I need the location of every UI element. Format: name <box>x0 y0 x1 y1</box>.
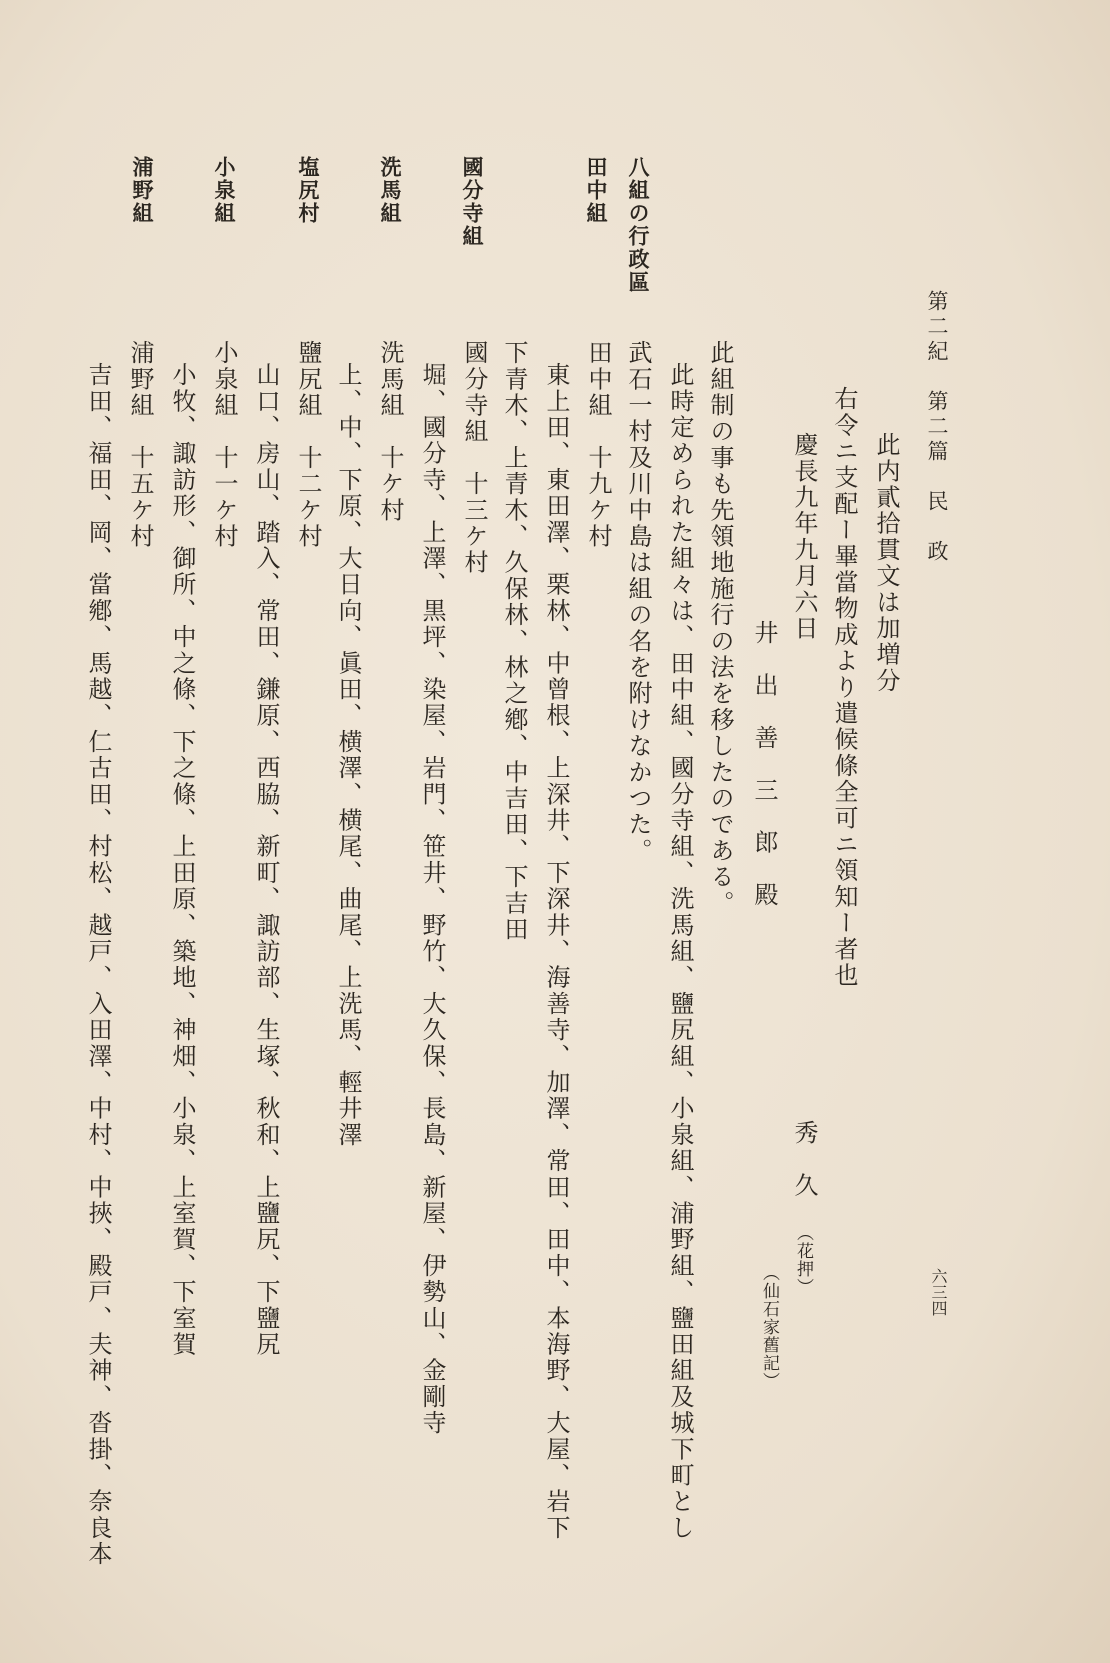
group-title: 國分寺組 十三ケ村 <box>460 340 488 576</box>
paragraph-line: 武石一村及川中島は組の名を附けなかつた。 <box>624 340 652 864</box>
group-title: 鹽尻組 十二ケ村 <box>294 340 322 550</box>
sidenote: 洗馬組 <box>378 156 403 225</box>
village-list: 小牧、諏訪形、御所、中之條、下之條、上田原、築地、神畑、小泉、上室賀、下室賀 <box>168 362 196 1358</box>
sidenote: 浦野組 <box>130 156 155 225</box>
village-list: 上、中、下原、大日向、眞田、横澤、横尾、曲尾、上洗馬、輕井澤 <box>334 362 362 1148</box>
quote-line: 此内貳拾貫文は加増分 <box>872 432 900 694</box>
paragraph-line: 此時定められた組々は、田中組、國分寺組、洗馬組、鹽尻組、小泉組、浦野組、鹽田組及城下町とし <box>666 362 694 1541</box>
village-list: 下青木、上青木、久保林、林之鄕、中吉田、下吉田 <box>500 340 528 943</box>
sidenote: 八組の行政區 <box>626 156 651 294</box>
sidenote: 田中組 <box>584 156 609 225</box>
paragraph-line: 此組制の事も先領地施行の法を移したのである。 <box>706 340 734 917</box>
running-title: 第二紀 第二篇 民 政 <box>925 290 949 565</box>
sidenote: 小泉組 <box>212 156 237 225</box>
group-title: 浦野組 十五ケ村 <box>126 340 154 550</box>
sidenote: 國分寺組 <box>460 156 485 248</box>
group-title: 田中組 十九ケ村 <box>584 340 612 550</box>
village-list: 吉田、福田、岡、當鄕、馬越、仁古田、村松、越戸、入田澤、中村、中挾、殿戸、夫神、沓掛、奈良本 <box>84 362 112 1568</box>
quote-line: 右令ニ支配ー畢當物成より遣候條全可ニ領知ー者也 <box>830 386 858 989</box>
village-list: 山口、房山、踏入、常田、鎌原、西脇、新町、諏訪部、生塚、秋和、上鹽尻、下鹽尻 <box>252 362 280 1358</box>
kao-mark: （花押） <box>793 1224 813 1296</box>
village-list: 堀、國分寺、上澤、黒坪、染屋、岩門、笹井、野竹、大久保、長島、新屋、伊勢山、金剛寺 <box>418 362 446 1437</box>
group-title: 洗馬組 十ケ村 <box>376 340 404 524</box>
group-title: 小泉組 十一ケ村 <box>210 340 238 550</box>
signature: 秀 久 <box>790 1120 818 1199</box>
addressee: 井 出 善 三 郎 殿 <box>750 620 778 909</box>
page-number: 六三四 <box>929 1268 948 1316</box>
source-note: （仙石家舊記） <box>759 1264 779 1390</box>
village-list: 東上田、東田澤、栗林、中曾根、上深井、下深井、海善寺、加澤、常田、田中、本海野、大屋、岩下 <box>542 362 570 1541</box>
quote-date: 慶長九年九月六日 <box>790 432 818 642</box>
sidenote: 塩尻村 <box>296 156 321 225</box>
